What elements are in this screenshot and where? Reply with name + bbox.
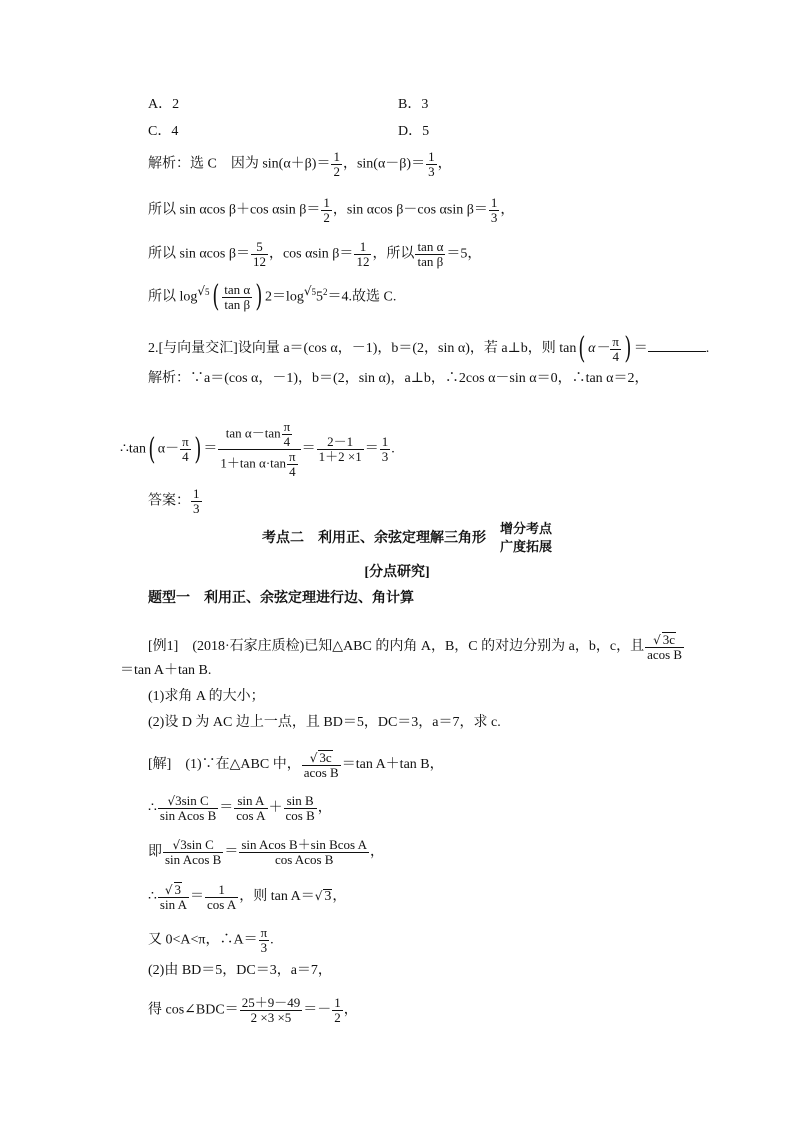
right-paren-icon: ) <box>194 431 202 467</box>
left-paren-icon: ( <box>211 279 219 315</box>
example-part-2: (2)设 D 为 AC 边上一点，且 BD＝5，DC＝3，a＝7，求 c. <box>148 715 501 730</box>
fraction: $\frac{√ 3}{\text{sin A}}$ <box>159 882 188 912</box>
fraction: $\frac{\text{sin B}}{\text{cos B}}$ <box>285 793 315 823</box>
fraction: $\frac{1}{3}$ <box>428 149 435 179</box>
fraction: $\frac{2-1}{1+2 \times 1}$ <box>318 434 362 464</box>
sqrt-icon: √ <box>309 751 318 765</box>
example-line-2: ＝tan A＋tan B. <box>120 663 212 678</box>
fraction: $\frac{1}{2}$ <box>334 995 341 1025</box>
option-d: D．5 <box>398 124 430 139</box>
fraction: $\frac{√ 3c}{\text{acos B}}$ <box>647 632 683 662</box>
type-heading: 题型一 利用正、余弦定理进行边、角计算 <box>148 591 414 606</box>
solution-line-2: ∴ $\frac{\text{√3sin C}}{\text{sin Acos B}}$ ＝ $\frac{\text{sin A}}{\text{cos A}}$ ＋ $\frac{\text{sin B}}{\text{cos B}}$ ， <box>148 793 332 823</box>
fraction: $\frac{1}{3}$ <box>381 434 389 464</box>
fraction: $\frac{1}{2}$ <box>333 149 340 179</box>
sqrt-icon: √ <box>167 794 176 808</box>
option-b: B．3 <box>398 97 429 112</box>
section-title: 考点二 利用正、余弦定理解三角形 <box>262 531 486 546</box>
solution-1-line-2: 所以 sin αcos β＋cos αsin β＝ $\frac{1}{2}$ ，sin αcos β－cos αsin β＝ $\frac{1}{3}$ ， <box>148 195 515 225</box>
section-side-1: 增分考点 <box>500 521 553 536</box>
section-subtitle: [分点研究] <box>364 565 430 580</box>
fraction: $\frac{\text{tan α}}{\text{tan β}}$ <box>224 281 251 312</box>
solution-line-4: ∴ $\frac{√ 3}{\text{sin A}}$ ＝ $\frac{1}{\text{cos A}}$ ，则 tan A＝√ 3， <box>148 881 347 912</box>
solution-line-7: 得 cos∠BDC＝ $\frac{25+9-49}{2 \times 3 \times 5}$ ＝－ $\frac{1}{2}$ ， <box>148 995 358 1025</box>
fraction: $\frac{\pi}{3}$ <box>260 925 268 955</box>
answer: 答案： $\frac{1}{3}$ <box>148 486 200 516</box>
right-paren-icon: ) <box>624 331 632 366</box>
fraction: $\frac{\text{sin Acos B＋sin Bcos A}}{\text{cos Acos B}}$ <box>241 837 368 867</box>
section-side-2: 广度拓展 <box>500 539 553 554</box>
solution-1-line-3: 所以 sin αcos β＝ $\frac{5}{12}$ ，cos αsin β＝ $\frac{1}{12}$ ，所以 $\frac{\text{tan α}}{\text{tan β}}$ ＝5， <box>148 239 482 269</box>
sqrt-icon: √ <box>172 838 181 852</box>
fraction: $\frac{\text{tan α}}{\text{tan β}}$ <box>417 239 444 269</box>
sqrt-icon: √ <box>314 889 323 904</box>
solution-line-6: (2)由 BD＝5，DC＝3，a＝7， <box>148 963 332 978</box>
left-paren-icon: ( <box>148 431 156 467</box>
solution-line-3: 即 $\frac{\text{√3sin C}}{\text{sin Acos B}}$ ＝ $\frac{\text{sin Acos B＋sin Bcos A}}{\text{cos Acos B}}$ ， <box>148 837 385 867</box>
fraction: $\frac{\text{sin A}}{\text{cos A}}$ <box>236 793 266 823</box>
solution-2-line-1: 解析：∵a＝(cos α，－1)，b＝(2，sin α)，a⊥b，∴2cos α－sin α＝0，∴tan α＝2， <box>148 371 649 386</box>
fraction: $\frac{√ 3c}{\text{acos B}}$ <box>303 750 339 780</box>
fraction: $\frac{\text{√3sin C}}{\text{sin Acos B}}$ <box>165 837 222 867</box>
fraction: $\frac{\pi}{4}$ <box>612 333 619 364</box>
option-c: C．4 <box>148 124 179 139</box>
solution-1-head: 解析：选 C 因为 sin(α＋β)＝ <box>148 156 331 172</box>
fraction: $\frac{25+9-49}{2 \times 3 \times 5}$ <box>241 995 301 1025</box>
solution-1-line-4: 所以 $\log^{√5}$( $\frac{\text{tan α}}{\text{tan β}}$ ) $2=\log^{√5}5^2=4$.故选 C. <box>148 279 397 315</box>
option-a: A．2 <box>148 97 180 112</box>
fraction: $\frac{1}{3}$ <box>193 486 200 516</box>
left-paren-icon: ( <box>578 331 586 366</box>
solution-line-5: 又 0<A<π，∴A＝ $\frac{\pi}{3}$ . <box>148 925 274 955</box>
example-part-1: (1)求角 A 的大小； <box>148 689 265 704</box>
fraction: $\frac{1}{2}$ <box>323 195 330 225</box>
sqrt-icon: √ <box>197 284 206 298</box>
sqrt-icon: √ <box>653 633 661 647</box>
solution-2-line-2: ∴tan( α－ $\frac{\pi}{4}$ ) ＝ tan α－tan $\frac{\pi}{4}$ 1＋tan α·tan $\frac{\pi}{4}$ ＝ $\frac{2-1}{1+2 \times 1}$ ＝ $\frac{1}{3}$ . <box>120 419 395 479</box>
fraction: $\frac{1}{\text{cos A}}$ <box>207 881 237 912</box>
example-line-1: [例1] (2018·石家庄质检)已知△ABC 的内角 A，B，C 的对边分别为 a，b，c，且 $\frac{√ 3c}{\text{acos B}}$ <box>148 632 683 662</box>
fraction: $\frac{1}{3}$ <box>490 195 498 225</box>
fraction: $\frac{1}{12}$ <box>356 239 370 269</box>
big-fraction: tan α－tan $\frac{\pi}{4}$ 1＋tan α·tan $\frac{\pi}{4}$ <box>218 420 300 479</box>
sqrt-icon: √ <box>164 883 173 897</box>
question-2: 2.[与向量交汇]设向量 a＝(cos α，－1)，b＝(2，sin α)，若 a⊥b，则 tan( α－ $\frac{\pi}{4}$ ) ＝ . <box>148 331 710 366</box>
answer-blank <box>648 351 706 352</box>
fraction: $\frac{\text{√3sin C}}{\text{sin Acos B}}$ <box>159 793 217 823</box>
solution-line-1: [解] (1)∵在△ABC 中， $\frac{√ 3c}{\text{acos B}}$ ＝tan A＋tan B， <box>148 750 444 780</box>
sqrt-icon: √ <box>303 284 312 298</box>
fraction: $\frac{5}{12}$ <box>252 239 266 269</box>
solution-1-line-1: 解析：选 C 因为 sin(α＋β)＝ $\frac{1}{2}$ ，sin(α－β)＝ $\frac{1}{3}$ ， <box>148 149 452 179</box>
fraction: $\frac{\pi}{4}$ <box>182 434 189 464</box>
right-paren-icon: ) <box>255 279 263 315</box>
